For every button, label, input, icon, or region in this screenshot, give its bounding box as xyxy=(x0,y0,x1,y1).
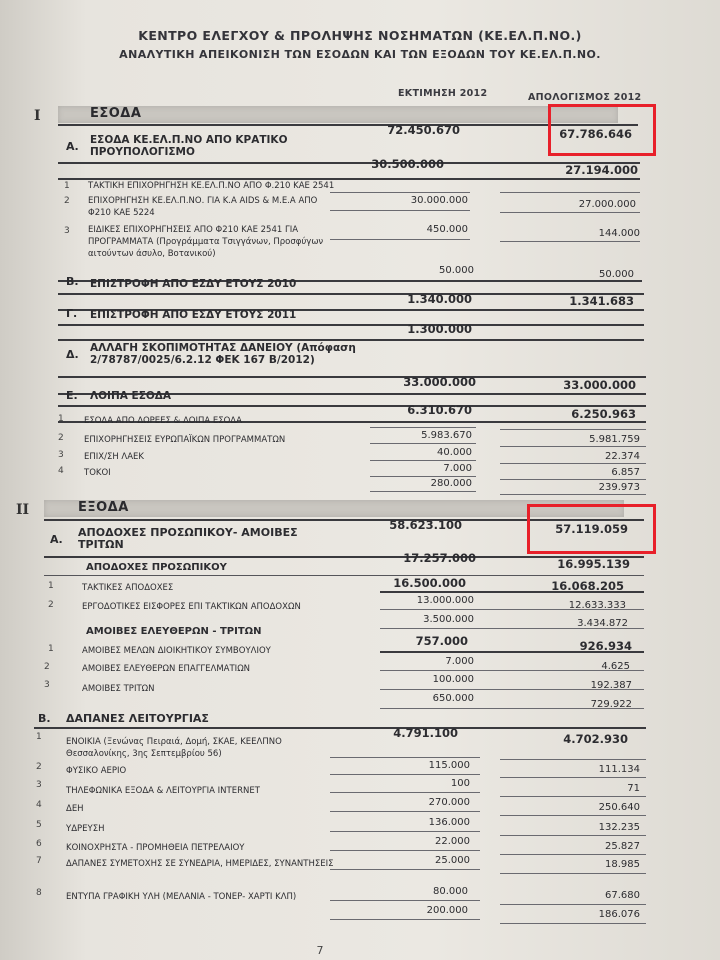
revenue-e-label: ΛΟΙΠΑ ΕΣΟΔΑ xyxy=(90,390,172,402)
revenue-b-label: ΕΠΙΣΤΡΟΦΗ ΑΠΟ ΕΣΔΥ ΕΤΟΥΣ 2010 xyxy=(90,278,297,290)
freelance-item-actual: 192.387 xyxy=(590,680,632,691)
expenses-b-actual: 4.702.930 xyxy=(563,732,628,746)
revenue-a-actual: 27.194.000 xyxy=(565,163,638,177)
revenue-d-label: ΑΛΛΑΓΗ ΣΚΟΠΙΜΟΤΗΤΑΣ ΔΑΝΕΙΟΥ (Απόφαση 2/78787/0025/6.2.12 ΦΕΚ 167 Β/2012) xyxy=(90,342,356,366)
section-title-revenue: ΕΣΟΔΑ xyxy=(90,106,142,121)
row-index: 3 xyxy=(58,450,64,460)
underline xyxy=(500,835,646,836)
underline xyxy=(500,479,646,480)
expenses-a-label: ΑΠΟΔΟΧΕΣ ΠΡΟΣΩΠΙΚΟΥ- ΑΜΟΙΒΕΣ ΤΡΙΤΩΝ xyxy=(78,526,298,551)
row-index: 4 xyxy=(36,800,42,810)
underline xyxy=(500,854,646,855)
underline xyxy=(330,210,470,211)
expenses-a-actual: 16.995.139 xyxy=(557,557,630,571)
opex-item-label: ΥΔΡΕΥΣΗ xyxy=(66,824,105,834)
underline xyxy=(500,796,646,797)
revenue-a-item-actual: 144.000 xyxy=(598,228,640,239)
underline xyxy=(380,689,644,690)
underline xyxy=(380,628,644,629)
expenses-b-estimate: 4.791.100 xyxy=(393,726,458,740)
opex-item-label: ΕΝΤΥΠΑ ΓΡΑΦΙΚΗ ΥΛΗ (ΜΕΛΑΝΙΑ - ΤΟΝΕΡ- ΧΑΡΤΙ ΚΛΠ) xyxy=(66,892,297,902)
document-title: ΚΕΝΤΡΟ ΕΛΕΓΧΟΥ & ΠΡΟΛΗΨΗΣ ΝΟΣΗΜΑΤΩΝ (ΚΕ.ΕΛ.Π.ΝΟ.) xyxy=(138,28,582,43)
opex-item-label: ΤΗΛΕΦΩΝΙΚΑ ΕΞΟΔΑ & ΛΕΙΤΟΥΡΓΙΑ INTERNET xyxy=(66,786,260,796)
row-index: 2 xyxy=(36,762,42,772)
underline xyxy=(500,192,640,193)
revenue-d-letter: Δ. xyxy=(66,348,79,361)
row-index: 7 xyxy=(36,856,42,866)
underline xyxy=(370,443,476,444)
opex-item-actual: 71 xyxy=(627,783,640,794)
section-numeral-expenses: II xyxy=(16,502,30,518)
underline xyxy=(500,429,646,430)
opex-item-actual: 67.680 xyxy=(605,890,640,901)
divider xyxy=(34,727,646,729)
revenue-c-estimate: 1.300.000 xyxy=(407,322,472,336)
opex-item-label: ΦΥΣΙΚΟ ΑΕΡΙΟ xyxy=(66,766,127,776)
underline xyxy=(500,759,646,760)
section-band-revenue xyxy=(58,106,618,123)
underline xyxy=(500,904,646,905)
divider xyxy=(58,178,640,180)
opex-item-estimate: 80.000 xyxy=(433,886,468,897)
revenue-a-label: ΕΣΟΔΑ ΚΕ.ΕΛ.Π.ΝΟ ΑΠΟ ΚΡΑΤΙΚΟ ΠΡΟΥΠΟΛΟΓΙΣΜΟ xyxy=(90,134,288,158)
staff-item-label: ΕΡΓΟΔΟΤΙΚΕΣ ΕΙΣΦΟΡΕΣ ΕΠΙ ΤΑΚΤΙΚΩΝ ΑΠΟΔΟΧΩΝ xyxy=(82,602,301,612)
row-index: 1 xyxy=(58,414,64,424)
staff-pay-label: ΑΠΟΔΟΧΕΣ ΠΡΟΣΩΠΙΚΟΥ xyxy=(86,562,227,573)
underline xyxy=(500,463,646,464)
row-index: 3 xyxy=(44,680,50,690)
opex-item-label: ΚΟΙΝΟΧΡΗΣΤΑ - ΠΡΟΜΗΘΕΙΑ ΠΕΤΡΕΛΑΙΟΥ xyxy=(66,843,245,853)
revenue-e-item-label: ΕΠΙΧ/ΣΗ ΛΑΕΚ xyxy=(84,452,144,462)
underline xyxy=(500,241,640,242)
freelance-item-label: ΑΜΟΙΒΕΣ ΤΡΙΤΩΝ xyxy=(82,684,155,694)
row-index: 5 xyxy=(36,820,42,830)
highlight-box-revenue xyxy=(548,104,656,156)
underline xyxy=(330,900,480,901)
revenue-e-item-estimate: 7.000 xyxy=(443,463,472,474)
underline xyxy=(380,609,644,610)
revenue-e-item-label: ΕΣΟΔΑ ΑΠΟ ΔΩΡΕΕΣ & ΛΟΙΠΑ ΕΣΟΔΑ xyxy=(84,416,242,426)
opex-item-estimate: 270.000 xyxy=(428,797,470,808)
opex-subtotal-actual: 186.076 xyxy=(598,909,640,920)
revenue-b-letter: Β. xyxy=(66,275,79,288)
underline xyxy=(500,815,646,816)
row-index: 1 xyxy=(64,181,70,191)
row-index: 4 xyxy=(58,466,64,476)
freelance-item-label: ΑΜΟΙΒΕΣ ΕΛΕΥΘΕΡΩΝ ΕΠΑΓΓΕΛΜΑΤΙΩΝ xyxy=(82,664,251,674)
section-title-expenses: ΕΞΟΔΑ xyxy=(78,500,129,515)
page-number: 7 xyxy=(316,944,324,957)
column-estimate-header: ΕΚΤΙΜΗΣΗ 2012 xyxy=(398,88,488,99)
opex-subtotal-estimate: 200.000 xyxy=(426,905,468,916)
staff-item-estimate: 13.000.000 xyxy=(416,595,474,606)
staff-pay-estimate: 16.500.000 xyxy=(393,576,466,590)
underline xyxy=(330,850,480,851)
expenses-a-letter: Α. xyxy=(50,533,63,546)
row-index: 6 xyxy=(36,839,42,849)
divider xyxy=(44,575,644,576)
revenue-d-estimate: 33.000.000 xyxy=(403,375,476,389)
revenue-a-item-estimate: 450.000 xyxy=(426,224,468,235)
revenue-e-item-label: ΕΠΙΧΟΡΗΓΗΣΕΙΣ ΕΥΡΩΠΑΪΚΩΝ ΠΡΟΓΡΑΜΜΑΤΩΝ xyxy=(84,435,286,445)
opex-item-estimate: 100 xyxy=(450,778,470,789)
highlight-box-expenses xyxy=(527,504,656,554)
underline xyxy=(370,476,476,477)
revenue-e-item-actual: 5.981.759 xyxy=(589,434,640,445)
revenue-e-item-actual: 22.374 xyxy=(605,451,640,462)
underline xyxy=(330,919,480,920)
freelance-pay-label: ΑΜΟΙΒΕΣ ΕΛΕΥΘΕΡΩΝ - ΤΡΙΤΩΝ xyxy=(86,626,262,637)
revenue-e-item-estimate: 40.000 xyxy=(437,447,472,458)
section-numeral-revenue: I xyxy=(34,108,41,124)
revenue-a-item-actual: 27.000.000 xyxy=(578,199,636,210)
revenue-total-actual: 67.786.646 xyxy=(559,127,632,141)
freelance-pay-estimate: 757.000 xyxy=(415,634,468,648)
document-subtitle: ΑΝΑΛΥΤΙΚΗ ΑΠΕΙΚΟΝΙΣΗ ΤΩΝ ΕΣΟΔΩΝ ΚΑΙ ΤΩΝ ΕΞΟΔΩΝ ΤΟΥ ΚΕ.ΕΛ.Π.ΝΟ. xyxy=(119,48,601,61)
row-index: 2 xyxy=(44,662,50,672)
underline xyxy=(500,923,646,924)
revenue-c-label: ΕΠΙΣΤΡΟΦΗ ΑΠΟ ΕΣΔΥ ΕΤΟΥΣ 2011 xyxy=(90,309,297,321)
opex-item-actual: 25.827 xyxy=(605,841,640,852)
underline xyxy=(370,460,476,461)
underline xyxy=(370,427,476,428)
underline xyxy=(330,869,480,870)
staff-item-actual: 12.633.333 xyxy=(568,600,626,611)
expenses-a-estimate: 17.257.000 xyxy=(403,551,476,565)
underline xyxy=(500,446,646,447)
divider xyxy=(380,591,644,593)
revenue-a-item-label: ΤΑΚΤΙΚΗ ΕΠΙΧΟΡΗΓΗΣΗ ΚΕ.ΕΛ.Π.ΝΟ ΑΠΟ Φ.210 ΚΑΕ 2541 xyxy=(88,181,335,191)
row-index: 2 xyxy=(64,196,70,206)
revenue-c-letter: Γ. xyxy=(66,307,78,320)
underline xyxy=(380,670,644,671)
opex-item-estimate: 22.000 xyxy=(435,836,470,847)
opex-item-actual: 111.134 xyxy=(598,764,640,775)
opex-item-label: ΔΕΗ xyxy=(66,804,84,814)
row-index: 1 xyxy=(48,581,54,591)
divider xyxy=(58,324,644,326)
underline xyxy=(500,212,640,213)
staff-pay-actual: 16.068.205 xyxy=(551,579,624,593)
row-index: 3 xyxy=(64,226,70,236)
opex-item-actual: 132.235 xyxy=(598,822,640,833)
underline xyxy=(330,811,480,812)
underline xyxy=(500,777,646,778)
staff-item-estimate: 3.500.000 xyxy=(423,614,474,625)
row-index: 2 xyxy=(48,600,54,610)
opex-item-actual: 18.985 xyxy=(605,859,640,870)
underline xyxy=(380,708,644,709)
expenses-b-label: ΔΑΠΑΝΕΣ ΛΕΙΤΟΥΡΓΙΑΣ xyxy=(66,712,209,725)
freelance-item-estimate: 100.000 xyxy=(432,674,474,685)
revenue-b-actual: 1.341.683 xyxy=(569,294,634,308)
expenses-total-estimate: 58.623.100 xyxy=(389,518,462,532)
revenue-d-actual: 33.000.000 xyxy=(563,378,636,392)
underline xyxy=(330,757,480,758)
opex-item-label: ΔΑΠΑΝΕΣ ΣΥΜΕΤΟΧΗΣ ΣΕ ΣΥΝΕΔΡΙΑ, ΗΜΕΡΙΔΕΣ, ΣΥΝΑΝΤΗΣΕΙΣ xyxy=(66,859,334,869)
revenue-a-letter: Α. xyxy=(66,140,79,153)
opex-item-estimate: 136.000 xyxy=(428,817,470,828)
divider xyxy=(380,651,644,653)
expenses-b-letter: Β. xyxy=(38,712,51,725)
revenue-a-subtotal-estimate: 50.000 xyxy=(439,265,474,276)
underline xyxy=(330,774,480,775)
revenue-a-item-estimate: 30.000.000 xyxy=(410,195,468,206)
freelance-pay-actual: 926.934 xyxy=(579,639,632,653)
revenue-e-letter: Ε. xyxy=(66,389,78,402)
revenue-e-item-label: ΤΟΚΟΙ xyxy=(84,468,111,478)
revenue-e-subtotal-actual: 239.973 xyxy=(598,482,640,493)
revenue-e-actual: 6.250.963 xyxy=(571,407,636,421)
row-index: 8 xyxy=(36,888,42,898)
underline xyxy=(500,873,646,874)
expenses-total-actual: 57.119.059 xyxy=(555,522,628,536)
revenue-b-estimate: 1.340.000 xyxy=(407,292,472,306)
opex-item-estimate: 25.000 xyxy=(435,855,470,866)
freelance-item-estimate: 7.000 xyxy=(445,656,474,667)
freelance-item-actual: 4.625 xyxy=(601,661,630,672)
freelance-item-label: ΑΜΟΙΒΕΣ ΜΕΛΩΝ ΔΙΟΙΚΗΤΙΚΟΥ ΣΥΜΒΟΥΛΙΟΥ xyxy=(82,646,271,656)
revenue-e-item-estimate: 5.983.670 xyxy=(421,430,472,441)
revenue-a-subtotal-actual: 50.000 xyxy=(599,269,634,280)
underline xyxy=(330,792,480,793)
revenue-e-estimate: 6.310.670 xyxy=(407,403,472,417)
row-index: 2 xyxy=(58,433,64,443)
revenue-a-estimate: 30.500.000 xyxy=(371,157,444,171)
row-index: 3 xyxy=(36,780,42,790)
row-index: 1 xyxy=(36,732,42,742)
revenue-a-item-label: ΕΠΙΧΟΡΗΓΗΣΗ ΚΕ.ΕΛ.Π.ΝΟ. ΓΙΑ Κ.Α AIDS & Μ.Ε.Α ΑΠΟ Φ210 ΚΑΕ 5224 xyxy=(88,196,318,218)
revenue-e-subtotal-estimate: 280.000 xyxy=(430,478,472,489)
revenue-total-estimate: 72.450.670 xyxy=(387,123,460,137)
underline xyxy=(330,192,470,193)
divider xyxy=(58,339,644,341)
revenue-e-item-actual: 6.857 xyxy=(611,467,640,478)
underline xyxy=(370,491,476,492)
column-actual-header: ΑΠΟΛΟΓΙΣΜΟΣ 2012 xyxy=(528,92,642,103)
staff-item-label: ΤΑΚΤΙΚΕΣ ΑΠΟΔΟΧΕΣ xyxy=(82,583,174,593)
opex-item-actual: 250.640 xyxy=(598,802,640,813)
underline xyxy=(330,831,480,832)
underline xyxy=(330,239,470,240)
revenue-a-item-label: ΕΙΔΙΚΕΣ ΕΠΙΧΟΡΗΓΗΣΕΙΣ ΑΠΟ Φ210 ΚΑΕ 2541 ΓΙΑ ΠΡΟΓΡΑΜΜΑΤΑ (Προγράμματα Τσιγγάνων, Προσφύγων αιτούντων άσυλο, Βοτανικού) xyxy=(88,225,324,259)
freelance-item-actual: 729.922 xyxy=(590,699,632,710)
row-index: 1 xyxy=(48,644,54,654)
staff-item-actual: 3.434.872 xyxy=(577,618,628,629)
freelance-item-estimate: 650.000 xyxy=(432,693,474,704)
underline xyxy=(500,494,646,495)
opex-item-estimate: 115.000 xyxy=(428,760,470,771)
opex-item-label: ΕΝΟΙΚΙΑ (Ξενώνας Πειραιά, Δομή, ΣΚΑΕ, ΚΕΕΛΠΝΟ Θεσσαλονίκης, 3ης Σεπτεμβρίου 56) xyxy=(66,737,282,759)
